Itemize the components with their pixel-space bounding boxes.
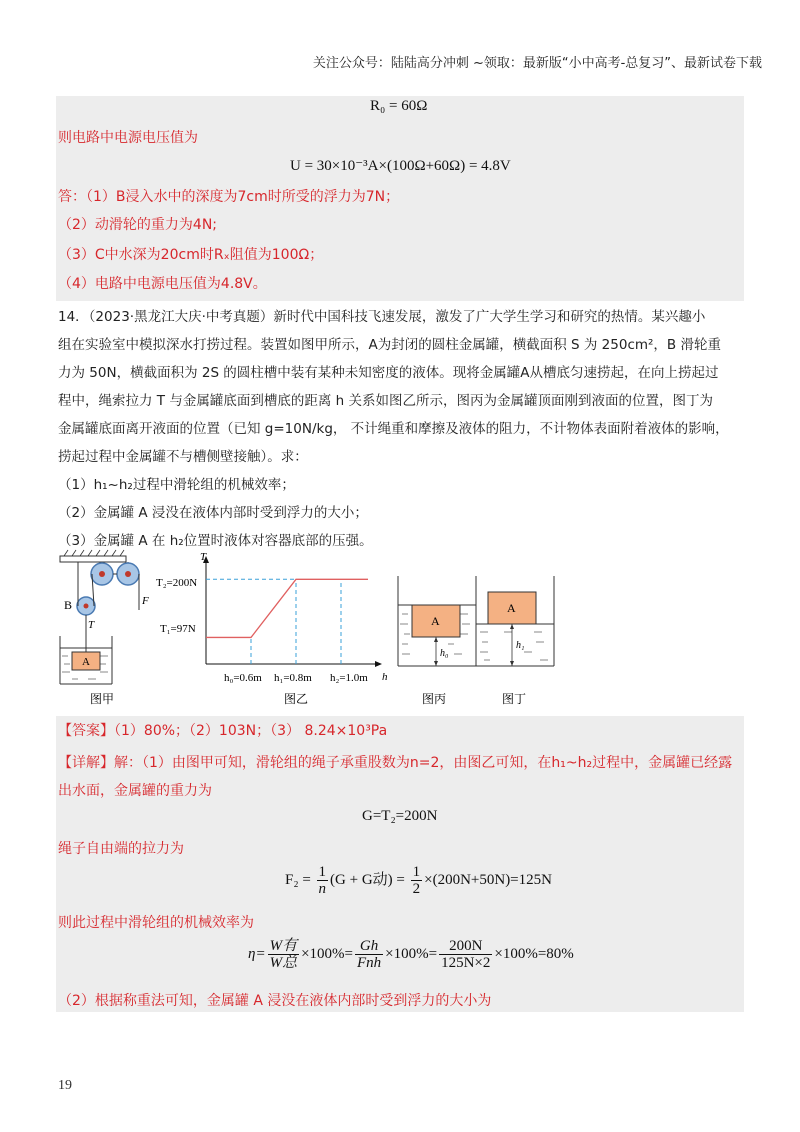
frac-denominator: 2 [412, 881, 421, 897]
frac-numerator: 1 [318, 864, 327, 880]
figure-a-pulley-system [60, 550, 139, 684]
figure-a-label-f: F [142, 595, 149, 607]
figure-a-label-b: B [64, 598, 73, 612]
efficiency-intro: 则此过程中滑轮组的机械效率为 [58, 915, 254, 931]
f2-lhs: F₂ = [285, 871, 315, 888]
answer-line-2: （2）动滑轮的重力为4N; [58, 217, 218, 233]
fraction-values [439, 938, 492, 971]
figures [56, 548, 756, 714]
rope-intro: 绳子自由端的拉力为 [58, 841, 184, 857]
figure-c-caption: 图丙 [422, 692, 447, 706]
question-line-6: 捞起过程中金属罐不与槽侧壁接触）。求： [58, 449, 308, 465]
voltage-intro: 则电路中电源电压值为 [58, 130, 198, 146]
rope-force-formula [285, 864, 552, 897]
header-note: 关注公众号：陆陆高分冲刺 ~领取：最新版“小中高考-总复习”、最新试卷下载 [312, 56, 762, 71]
figure-d-container [476, 576, 554, 666]
f2-rhs: ×(200N+50N)=125N [424, 871, 552, 888]
question-line-2: 组在实验室中模拟深水打捞过程。装置如图甲所示，A为封闭的圆柱金属罐，横截面积 S 为 250cm²，B 滑轮重 [58, 337, 721, 353]
frac-denominator: 125N×2 [441, 955, 491, 971]
detail-label: 【详解】 [58, 755, 114, 771]
figure-c-label-a: A [431, 614, 440, 628]
figure-b-axis-h: h [382, 671, 388, 683]
eta: η= [248, 945, 266, 962]
figure-d-caption: 图丁 [502, 692, 527, 706]
gravity-formula: G=T₂=200N [362, 808, 438, 824]
answer-label: 【答案】 [58, 723, 114, 739]
r0-formula: R₀ = 60Ω [370, 98, 428, 114]
sub-question-1: （1）h₁~h₂过程中滑轮组的机械效率； [58, 477, 295, 493]
figure-b-t1-label: T₁=97N [160, 623, 196, 635]
detail-line-2: 出水面，金属罐的重力为 [58, 783, 212, 799]
figure-b-caption: 图乙 [284, 692, 309, 706]
efficiency-formula [248, 938, 574, 971]
frac-denominator: Fnh [357, 955, 382, 971]
f2-mid: (G + G动) = [330, 871, 409, 888]
figure-d-label-a: A [507, 601, 516, 615]
question-line-3: 力为 50N，横截面积为 2S 的圆柱槽中装有某种未知密度的液体。现将金属罐A从槽底匀速捞起，在向上捞起过 [58, 365, 719, 381]
fraction-gh [355, 938, 383, 971]
figure-a-label-a: A [82, 656, 90, 668]
question-line-5: 金属罐底面离开液面的位置（已知 g=10N/kg， 不计绳重和摩擦及液体的阻力，不计物体表面附着液体的影响， [58, 421, 729, 437]
figure-b-h2-label: h₂=1.0m [330, 672, 368, 684]
buoyancy-intro: （2）根据称重法可知，金属罐 A 浸没在液体内部时受到浮力的大小为 [58, 993, 492, 1009]
figure-b-chart [203, 556, 382, 667]
page-number: 19 [58, 1078, 72, 1093]
pct-2: ×100%= [385, 945, 438, 962]
detail-row [58, 752, 732, 772]
figure-d-label-h: h₁ [516, 640, 525, 651]
answer-line-3: （3）C中水深为20cm时Rₓ阻值为100Ω； [58, 247, 324, 263]
question-line-1: 14．（2023·黑龙江大庆·中考真题）新时代中国科技飞速发展，激发了广大学生学习和研究的热情。某兴趣小 [58, 309, 706, 325]
pct-1: ×100%= [301, 945, 353, 962]
frac-numerator: 200N [439, 938, 492, 955]
figure-b-h0-label: h₀=0.6m [224, 672, 262, 684]
figure-b-axis-t: T [200, 551, 207, 563]
answer-text: （1）80%；（2）103N；（3） 8.24×10³Pa [114, 723, 388, 739]
fraction-work [268, 938, 300, 971]
series-line [206, 579, 368, 637]
sub-question-3: （3）金属罐 A 在 h₂位置时液体对容器底部的压强。 [58, 533, 373, 549]
frac-denominator: n [318, 881, 327, 897]
pct-3: ×100%=80% [494, 945, 574, 962]
frac-numerator: Gh [355, 938, 383, 955]
frac-numerator: 1 [412, 864, 421, 880]
figure-b-t2-label: T₂=200N [156, 577, 198, 589]
frac-denominator: W总 [269, 955, 298, 971]
fraction-1-over-n [317, 864, 329, 897]
figure-a-caption: 图甲 [90, 692, 115, 706]
frac-numerator: W有 [269, 938, 298, 954]
voltage-formula: U = 30×10⁻³A×(100Ω+60Ω) = 4.8V [290, 158, 511, 174]
answer-line-4: （4）电路中电源电压值为4.8V。 [58, 276, 267, 292]
figure-c-label-h: h₀ [440, 648, 449, 659]
sub-question-2: （2）金属罐 A 浸没在液体内部时受到浮力的大小； [58, 505, 368, 521]
question-text [58, 303, 748, 555]
answer-line-1: 答：（1）B浸入水中的深度为7cm时所受的浮力为7N； [58, 189, 400, 205]
chart-layer [206, 579, 368, 664]
question-line-4: 程中，绳索拉力 T 与金属罐底面到槽底的距离 h 关系如图乙所示，图丙为金属罐顶面刚到液面的位置，图丁为 [58, 393, 713, 409]
figure-b-h1-label: h₁=0.8m [274, 672, 312, 684]
detail-line-1: 解：（1）由图甲可知，滑轮组的绳子承重股数为n=2，由图乙可知，在h₁~h₂过程中，金属罐已经露 [114, 755, 733, 771]
fraction-1-over-2 [411, 864, 423, 897]
figure-a-label-t: T [88, 619, 95, 631]
answer-row [58, 720, 387, 740]
